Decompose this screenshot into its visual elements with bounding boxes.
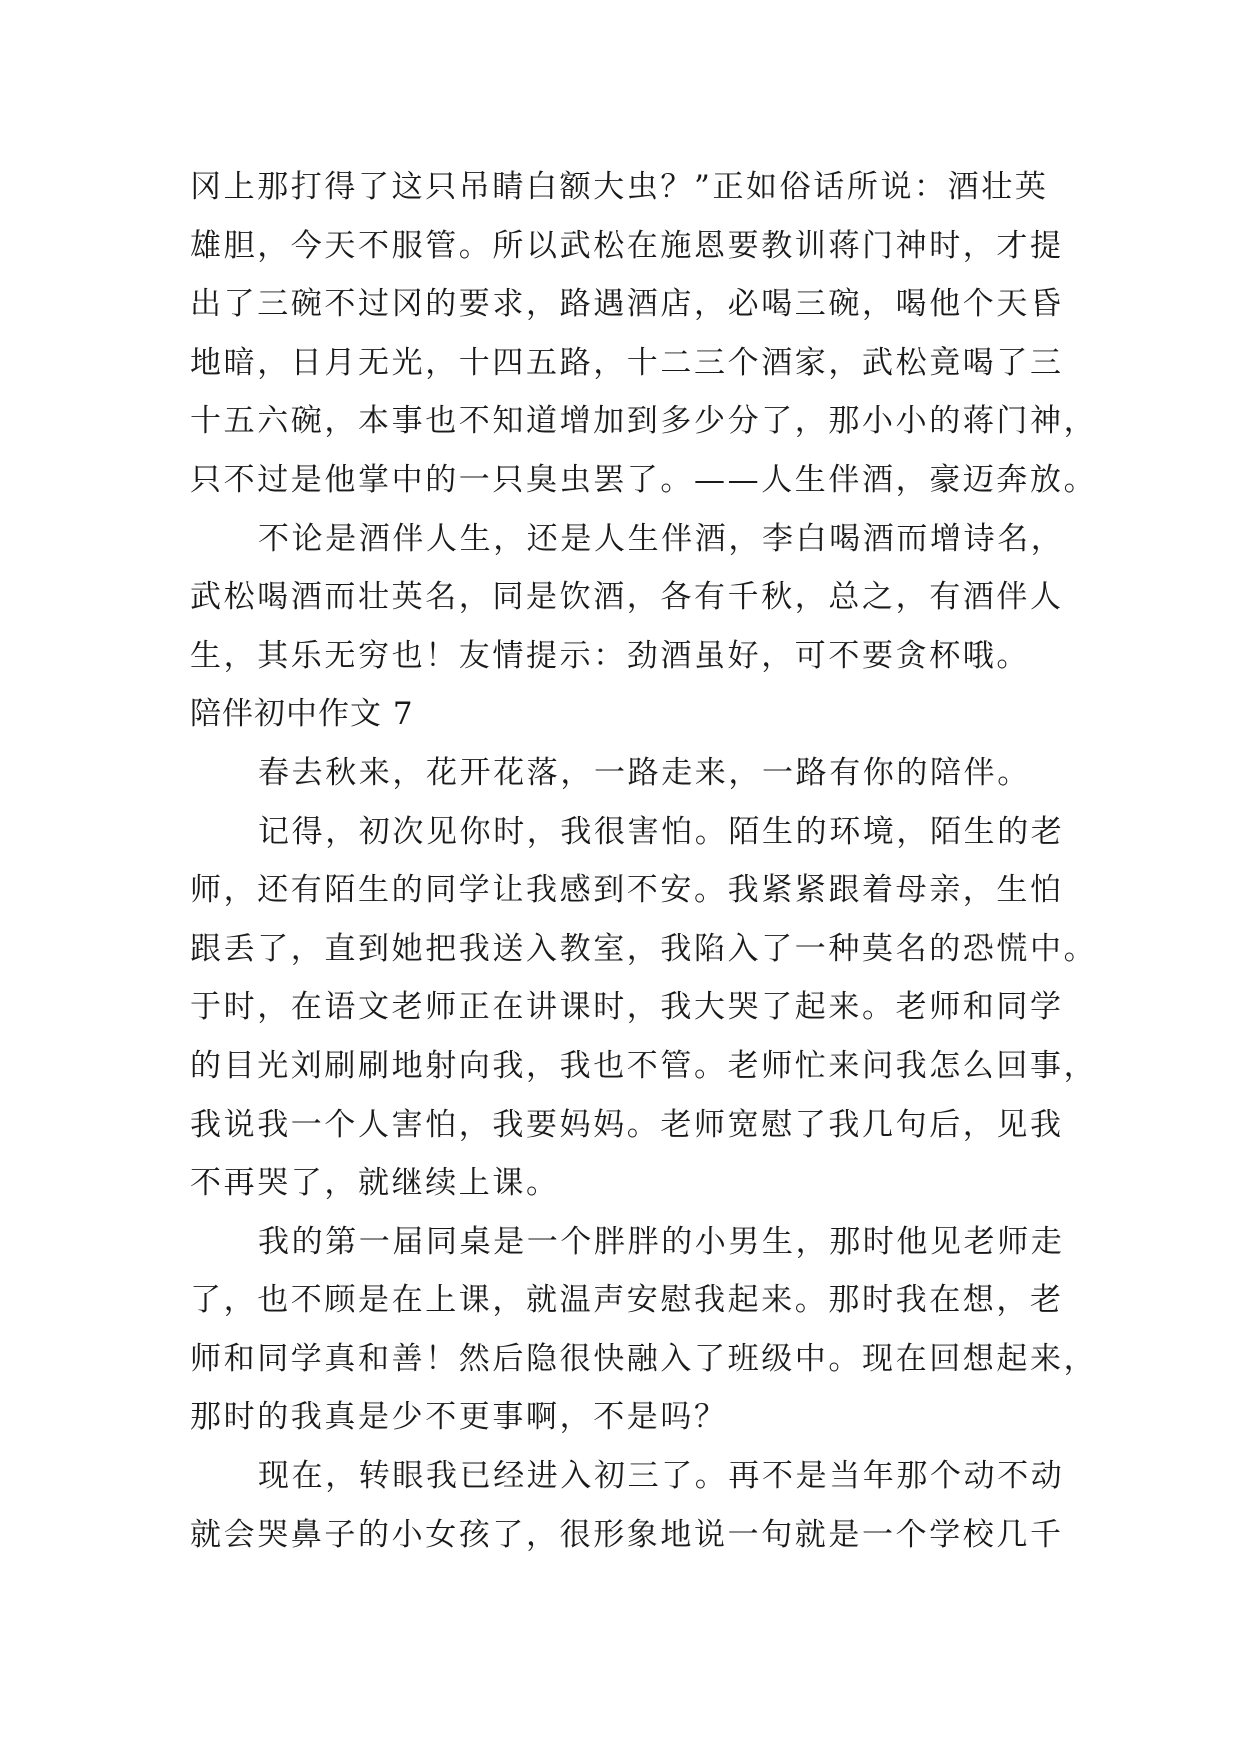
text-line: 武松喝酒而壮英名，同是饮酒，各有千秋，总之，有酒伴人 <box>190 579 1064 616</box>
text-line: 就会哭鼻子的小女孩了，很形象地说一句就是一个学校几千 <box>190 1516 1064 1553</box>
text-line: 我说我一个人害怕，我要妈妈。老师宽慰了我几句后，见我 <box>190 1106 1064 1143</box>
paragraph-first-line: 记得，初次见你时，我很害怕。陌生的环境，陌生的老 <box>258 813 1065 850</box>
text-line: 了，也不顾是在上课，就温声安慰我起来。那时我在想，老 <box>190 1282 1064 1319</box>
section-heading: 陪伴初中作文 7 <box>190 696 414 733</box>
text-line: 雄胆，今天不服管。所以武松在施恩要教训蒋门神时，才提 <box>190 227 1064 264</box>
text-line: 的目光刘刷刷地射向我，我也不管。老师忙来问我怎么回事， <box>190 1047 1098 1084</box>
document-body <box>190 158 1098 1564</box>
paragraph-first-line: 现在，转眼我已经进入初三了。再不是当年那个动不动 <box>258 1458 1065 1495</box>
text-line: 不再哭了，就继续上课。 <box>190 1165 560 1202</box>
text-line: 只不过是他掌中的一只臭虫罢了。——人生伴酒，豪迈奔放。 <box>190 461 1098 498</box>
text-line: 跟丢了，直到她把我送入教室，我陷入了一种莫名的恐慌中。 <box>190 930 1098 967</box>
text-line: 于时，在语文老师正在讲课时，我大哭了起来。老师和同学 <box>190 989 1064 1026</box>
text-line: 生，其乐无穷也！友情提示：劲酒虽好，可不要贪杯哦。 <box>190 637 1030 674</box>
text-line: 师和同学真和善！然后隐很快融入了班级中。现在回想起来， <box>190 1340 1098 1377</box>
paragraph-first-line: 不论是酒伴人生，还是人生伴酒，李白喝酒而增诗名， <box>258 520 1065 557</box>
paragraph-first-line: 我的第一届同桌是一个胖胖的小男生，那时他见老师走 <box>258 1223 1065 1260</box>
text-line: 十五六碗，本事也不知道增加到多少分了，那小小的蒋门神， <box>190 403 1098 440</box>
paragraph-first-line: 春去秋来，花开花落，一路走来，一路有你的陪伴。 <box>258 754 1031 791</box>
text-line: 那时的我真是少不更事啊，不是吗？ <box>190 1399 728 1436</box>
text-line: 师，还有陌生的同学让我感到不安。我紧紧跟着母亲，生怕 <box>190 872 1064 909</box>
text-line: 冈上那打得了这只吊睛白额大虫？”正如俗话所说：酒壮英 <box>190 169 1049 205</box>
text-line: 地暗，日月无光，十四五路，十二三个酒家，武松竟喝了三 <box>190 344 1064 381</box>
text-line: 出了三碗不过冈的要求，路遇酒店，必喝三碗，喝他个天昏 <box>190 286 1064 323</box>
